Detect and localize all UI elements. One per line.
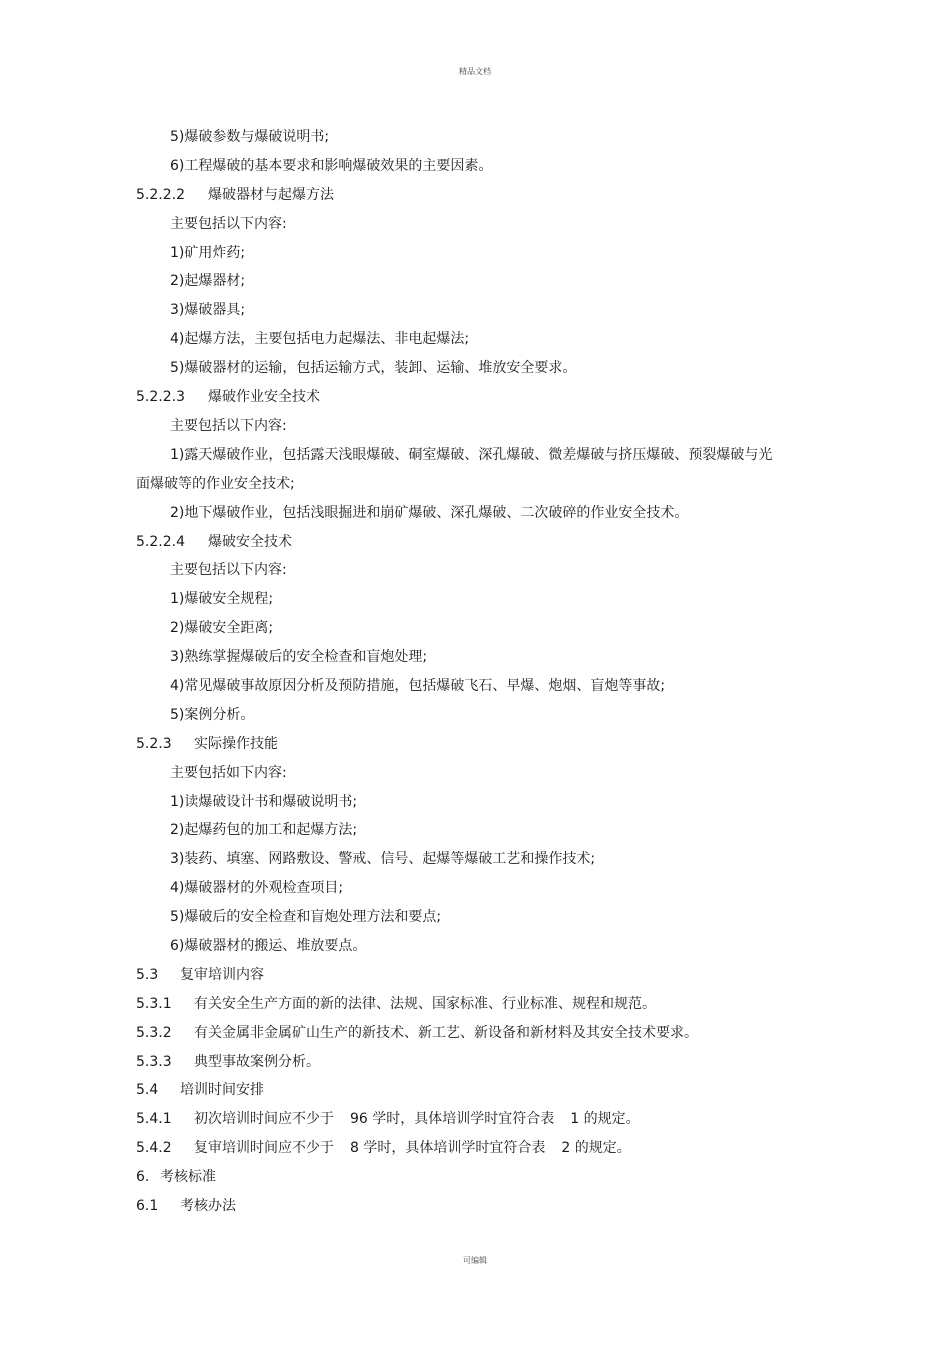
section-title: 培训时间安排 bbox=[180, 1082, 264, 1099]
section-title: 爆破器材与起爆方法 bbox=[208, 186, 334, 203]
clause-text: 典型事故案例分析。 bbox=[194, 1053, 320, 1070]
clause-text: 初次培训时间应不少于 bbox=[194, 1111, 334, 1128]
section-number: 5.4 bbox=[136, 1082, 159, 1099]
clause bbox=[136, 990, 776, 1019]
list-item: 3)装药、填塞、网路敷设、警戒、信号、起爆等爆破工艺和操作技术; bbox=[170, 851, 596, 868]
table-number: 2 bbox=[561, 1140, 571, 1157]
section-heading bbox=[136, 730, 776, 759]
section-title: 实际操作技能 bbox=[194, 735, 278, 752]
list-item: 5)爆破器材的运输，包括运输方式，装卸、运输、堆放安全要求。 bbox=[170, 360, 577, 377]
table-number: 1 bbox=[570, 1111, 580, 1128]
list-item: 2)起爆药包的加工和起爆方法; bbox=[170, 822, 358, 839]
section-title: 考核办法 bbox=[180, 1197, 236, 1214]
clause bbox=[136, 1134, 776, 1163]
hours-value: 96 bbox=[350, 1111, 368, 1128]
section-number: 5.2.3 bbox=[136, 735, 172, 752]
list-item: 6)爆破器材的搬运、堆放要点。 bbox=[170, 937, 367, 954]
clause-text: 学时，具体培训学时宜符合表 bbox=[363, 1140, 546, 1157]
clause-number: 5.3.1 bbox=[136, 995, 172, 1012]
section-heading bbox=[136, 181, 776, 210]
clause bbox=[136, 1048, 776, 1077]
clause-text: 的规定。 bbox=[583, 1111, 640, 1128]
section-number: 5.2.2.4 bbox=[136, 533, 185, 550]
clause-number: 5.3.2 bbox=[136, 1024, 172, 1041]
list-item: 1)爆破安全规程; bbox=[170, 591, 274, 608]
list-item: 1)矿用炸药; bbox=[170, 244, 246, 261]
clause-number: 5.3.3 bbox=[136, 1053, 172, 1070]
list-item: 1)读爆破设计书和爆破说明书; bbox=[170, 793, 358, 810]
document-body bbox=[136, 123, 776, 1221]
section-heading bbox=[136, 383, 776, 412]
clause bbox=[136, 1105, 776, 1134]
intro-text: 主要包括如下内容: bbox=[170, 764, 287, 781]
section-number: 5.2.2.3 bbox=[136, 389, 185, 406]
hours-value: 8 bbox=[350, 1140, 359, 1157]
clause-text: 有关安全生产方面的新的法律、法规、国家标准、行业标准、规程和规范。 bbox=[194, 995, 656, 1012]
list-item: 4)起爆方法，主要包括电力起爆法、非电起爆法; bbox=[170, 331, 470, 348]
section-title: 考核标准 bbox=[160, 1169, 216, 1186]
list-item: 4)爆破器材的外观检查项目; bbox=[170, 880, 344, 897]
section-title: 复审培训内容 bbox=[180, 966, 264, 983]
section-number: 5.3 bbox=[136, 966, 159, 983]
list-item: 3)熟练掌握爆破后的安全检查和盲炮处理; bbox=[170, 649, 428, 666]
section-heading bbox=[136, 1163, 776, 1192]
list-item: 5)爆破后的安全检查和盲炮处理方法和要点; bbox=[170, 909, 442, 926]
list-item: 4)常见爆破事故原因分析及预防措施，包括爆破飞石、早爆、炮烟、盲炮等事故; bbox=[170, 677, 666, 694]
section-number: 6.1 bbox=[136, 1197, 159, 1214]
clause-text: 有关金属非金属矿山生产的新技术、新工艺、新设备和新材料及其安全技术要求。 bbox=[194, 1024, 698, 1041]
clause-number: 5.4.1 bbox=[136, 1111, 172, 1128]
clause-number: 5.4.2 bbox=[136, 1140, 172, 1157]
clause bbox=[136, 1019, 776, 1048]
list-item: 5)爆破参数与爆破说明书; bbox=[170, 129, 330, 145]
section-title: 爆破作业安全技术 bbox=[208, 389, 320, 406]
clause-text: 学时，具体培训学时宜符合表 bbox=[372, 1111, 555, 1128]
section-number: 5.2.2.2 bbox=[136, 186, 185, 203]
list-item: 5)案例分析。 bbox=[170, 706, 255, 723]
list-item: 2)地下爆破作业，包括浅眼掘进和崩矿爆破、深孔爆破、二次破碎的作业安全技术。 bbox=[170, 504, 689, 521]
intro-text: 主要包括以下内容: bbox=[170, 215, 287, 232]
section-heading bbox=[136, 961, 776, 990]
section-heading bbox=[136, 528, 776, 557]
section-heading bbox=[136, 1192, 776, 1221]
section-title: 爆破安全技术 bbox=[208, 533, 292, 550]
intro-text: 主要包括以下内容: bbox=[170, 562, 287, 579]
list-item: 6)工程爆破的基本要求和影响爆破效果的主要因素。 bbox=[170, 157, 493, 174]
page-footer: 可编辑 bbox=[463, 1256, 487, 1265]
section-number: 6. bbox=[136, 1169, 150, 1186]
section-heading bbox=[136, 1076, 776, 1105]
clause-text: 复审培训时间应不少于 bbox=[194, 1140, 334, 1157]
page-header: 精品文档 bbox=[459, 67, 491, 76]
intro-text: 主要包括以下内容: bbox=[170, 417, 287, 434]
list-item: 2)爆破安全距离; bbox=[170, 620, 274, 637]
clause-text: 的规定。 bbox=[574, 1140, 631, 1157]
list-item: 1)露天爆破作业，包括露天浅眼爆破、硐室爆破、深孔爆破、微差爆破与挤压爆破、预裂爆破与光面爆破等的作业安全技术; bbox=[136, 446, 773, 492]
list-item: 3)爆破器具; bbox=[170, 302, 246, 319]
list-item: 2)起爆器材; bbox=[170, 273, 246, 290]
